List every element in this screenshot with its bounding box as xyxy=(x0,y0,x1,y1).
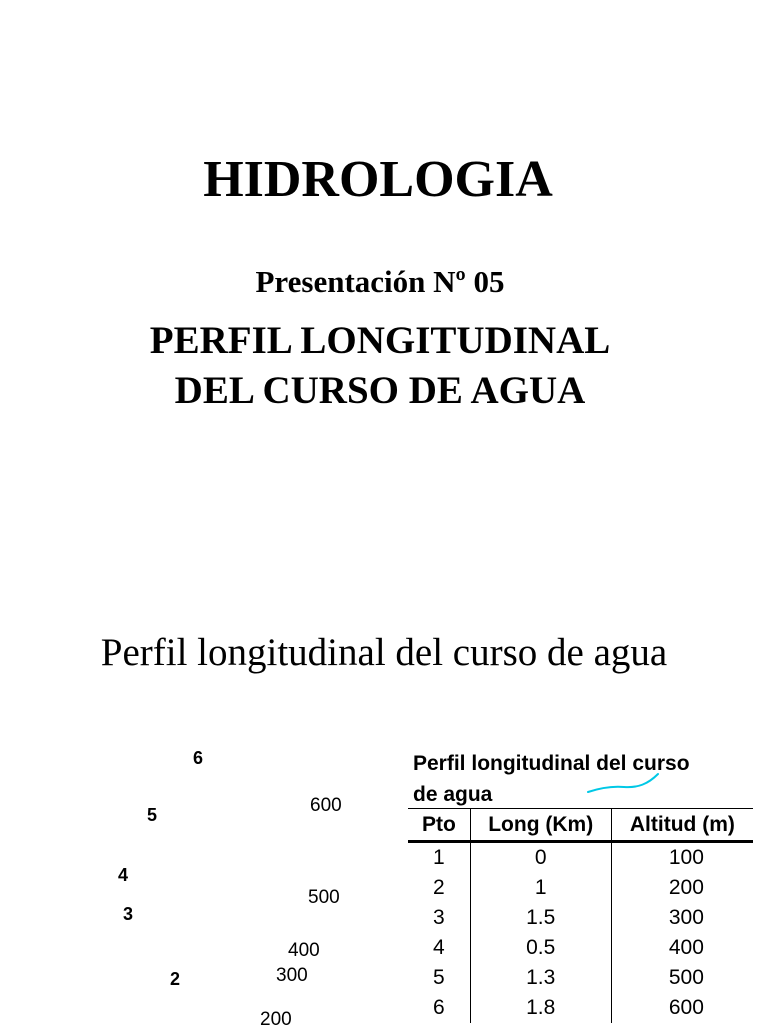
cell-long: 0.5 xyxy=(470,933,611,963)
table-row xyxy=(408,842,753,874)
cell-altitud: 300 xyxy=(611,903,753,933)
header-long: Long (Km) xyxy=(470,809,611,842)
cell-pto: 4 xyxy=(433,936,445,959)
table-row xyxy=(408,933,753,963)
table-caption: Perfil longitudinal del curso de agua xyxy=(413,752,690,806)
topic-title xyxy=(0,316,760,416)
topic-title-line-2: DEL CURSO DE AGUA xyxy=(174,369,586,412)
cell-altitud: 600 xyxy=(611,993,753,1023)
cell-pto: 3 xyxy=(433,906,445,929)
cell-pto: 6 xyxy=(433,996,445,1019)
table-row xyxy=(408,993,753,1023)
point-label-2: 2 xyxy=(170,969,181,989)
profile-table xyxy=(408,808,753,1023)
cell-altitud: 200 xyxy=(611,873,753,903)
cell-pto: 1 xyxy=(433,846,445,869)
cell-pto: 2 xyxy=(433,876,445,899)
cell-altitud: 400 xyxy=(611,933,753,963)
point-label-5: 5 xyxy=(147,805,158,825)
point-label-4: 4 xyxy=(118,865,129,885)
cell-altitud: 100 xyxy=(611,842,753,874)
page-title: HIDROLOGIA xyxy=(203,151,553,208)
cell-pto: 5 xyxy=(433,966,445,989)
contour-label-500: 500 xyxy=(308,887,340,908)
cell-long: 1.8 xyxy=(470,993,611,1023)
point-label-6: 6 xyxy=(193,748,204,768)
cell-long: 0 xyxy=(470,842,611,874)
section-heading: Perfil longitudinal del curso de agua xyxy=(100,631,668,674)
point-label-3: 3 xyxy=(123,904,134,924)
table-row xyxy=(408,963,753,993)
ink-annotation-mark xyxy=(586,770,664,798)
header-altitud: Altitud (m) xyxy=(611,809,753,842)
cell-altitud: 500 xyxy=(611,963,753,993)
contour-label-200: 200 xyxy=(260,1009,292,1030)
cell-long: 1.3 xyxy=(470,963,611,993)
cell-long: 1.5 xyxy=(470,903,611,933)
contour-label-600: 600 xyxy=(310,795,342,816)
watercourse-diagram xyxy=(0,730,400,1030)
contour-label-300: 300 xyxy=(276,965,308,986)
header-pto: Pto xyxy=(408,809,470,842)
table-row xyxy=(408,873,753,903)
table-row xyxy=(408,903,753,933)
presentation-number: Presentación Nº 05 xyxy=(255,264,505,299)
contour-label-400: 400 xyxy=(288,940,320,961)
table-header-row xyxy=(408,809,753,842)
cell-long: 1 xyxy=(470,873,611,903)
topic-title-line-1: PERFIL LONGITUDINAL xyxy=(149,319,611,362)
